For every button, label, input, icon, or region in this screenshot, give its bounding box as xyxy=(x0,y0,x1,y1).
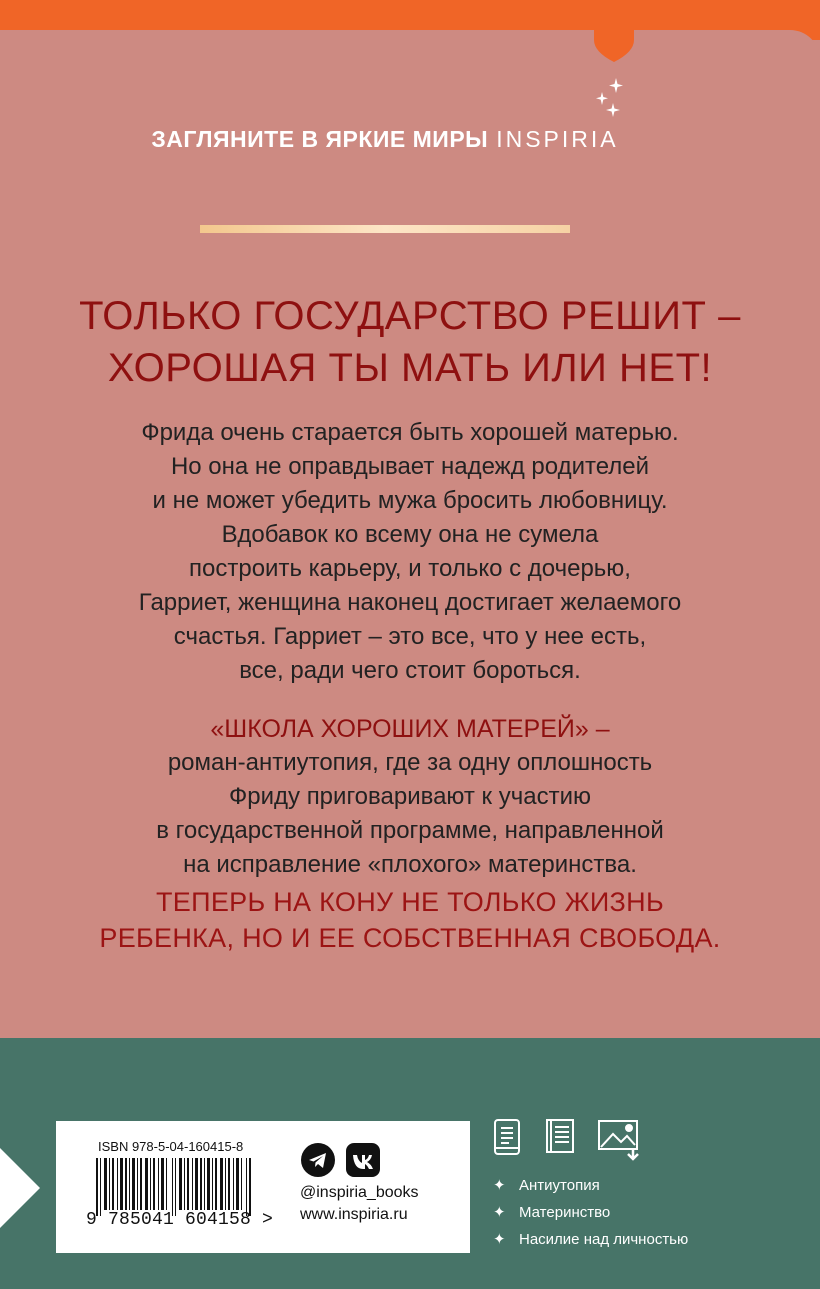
about-line: Фриду приговаривают к участию xyxy=(229,783,591,810)
tagline-line-1: ТЕПЕРЬ НА КОНУ НЕ ТОЛЬКО ЖИЗНЬ xyxy=(156,887,664,917)
sparkle-icon: ✦ xyxy=(493,1231,506,1248)
isbn-label: ISBN 978-5-04-160415-8 xyxy=(98,1139,244,1154)
format-icons xyxy=(493,1118,653,1164)
description-line: все, ради чего стоит бороться. xyxy=(239,657,581,684)
book-title-quote: «ШКОЛА ХОРОШИХ МАТЕРЕЙ» – xyxy=(210,715,610,743)
sparkle-icon: ✦ xyxy=(493,1204,506,1221)
brand-name: INSPIRIA xyxy=(496,126,619,152)
description-line: Фрида очень старается быть хорошей матерью. xyxy=(141,419,679,446)
feature-item xyxy=(493,1202,688,1229)
about-line: роман-антиутопия, где за одну оплошность xyxy=(167,749,653,776)
vk-icon[interactable] xyxy=(346,1143,380,1177)
sparkle-icon: ✦ xyxy=(493,1177,506,1194)
brand-line xyxy=(0,126,770,153)
headline xyxy=(20,290,800,394)
ebook-icon xyxy=(495,1120,519,1154)
description-line: построить карьеру, и только с дочерью, xyxy=(189,555,631,582)
feature-label: Насилие над личностью xyxy=(519,1231,689,1248)
about-line: на исправление «плохого» материнства. xyxy=(183,851,637,878)
feature-label: Материнство xyxy=(519,1204,611,1221)
notch-shape xyxy=(0,1148,40,1228)
description-line: Но она не оправдывает надежд родителей xyxy=(170,453,650,480)
brand-tagline: ЗАГЛЯНИТЕ В ЯРКИЕ МИРЫ xyxy=(151,126,489,152)
social-handle[interactable]: @inspiria_books xyxy=(300,1184,419,1201)
gold-divider xyxy=(200,225,570,233)
sparkles-icon xyxy=(594,78,624,120)
isbn-digits: 9 785041 604158 > xyxy=(86,1210,274,1230)
description-line: Гарриет, женщина наконец достигает желаемого xyxy=(138,589,682,616)
barcode xyxy=(96,1158,256,1216)
image-download-icon xyxy=(599,1121,638,1159)
orange-tab xyxy=(594,0,634,62)
links-block xyxy=(300,1182,419,1226)
description-line: Вдобавок ко всему она не сумела xyxy=(221,521,599,548)
description-line: счастья. Гарриет – это все, что у нее есть, xyxy=(173,623,647,650)
feature-item xyxy=(493,1229,688,1256)
book-icon xyxy=(547,1120,573,1152)
closing-tagline xyxy=(20,884,800,956)
headline-line-2: ХОРОШАЯ ТЫ МАТЬ ИЛИ НЕТ! xyxy=(107,346,713,390)
about-paragraph xyxy=(20,712,800,882)
headline-line-1: ТОЛЬКО ГОСУДАРСТВО РЕШИТ – xyxy=(79,294,741,338)
feature-item xyxy=(493,1175,688,1202)
feature-label: Антиутопия xyxy=(519,1177,600,1194)
about-line: в государственной программе, направленной xyxy=(156,817,664,844)
description-line: и не может убедить мужа бросить любовницу. xyxy=(152,487,668,514)
feature-list xyxy=(493,1175,688,1256)
description-paragraph xyxy=(20,416,800,688)
tagline-line-2: РЕБЕНКА, НО И ЕЕ СОБСТВЕННАЯ СВОБОДА. xyxy=(99,923,721,953)
website-link[interactable]: www.inspiria.ru xyxy=(300,1206,408,1223)
telegram-icon[interactable] xyxy=(301,1143,335,1177)
